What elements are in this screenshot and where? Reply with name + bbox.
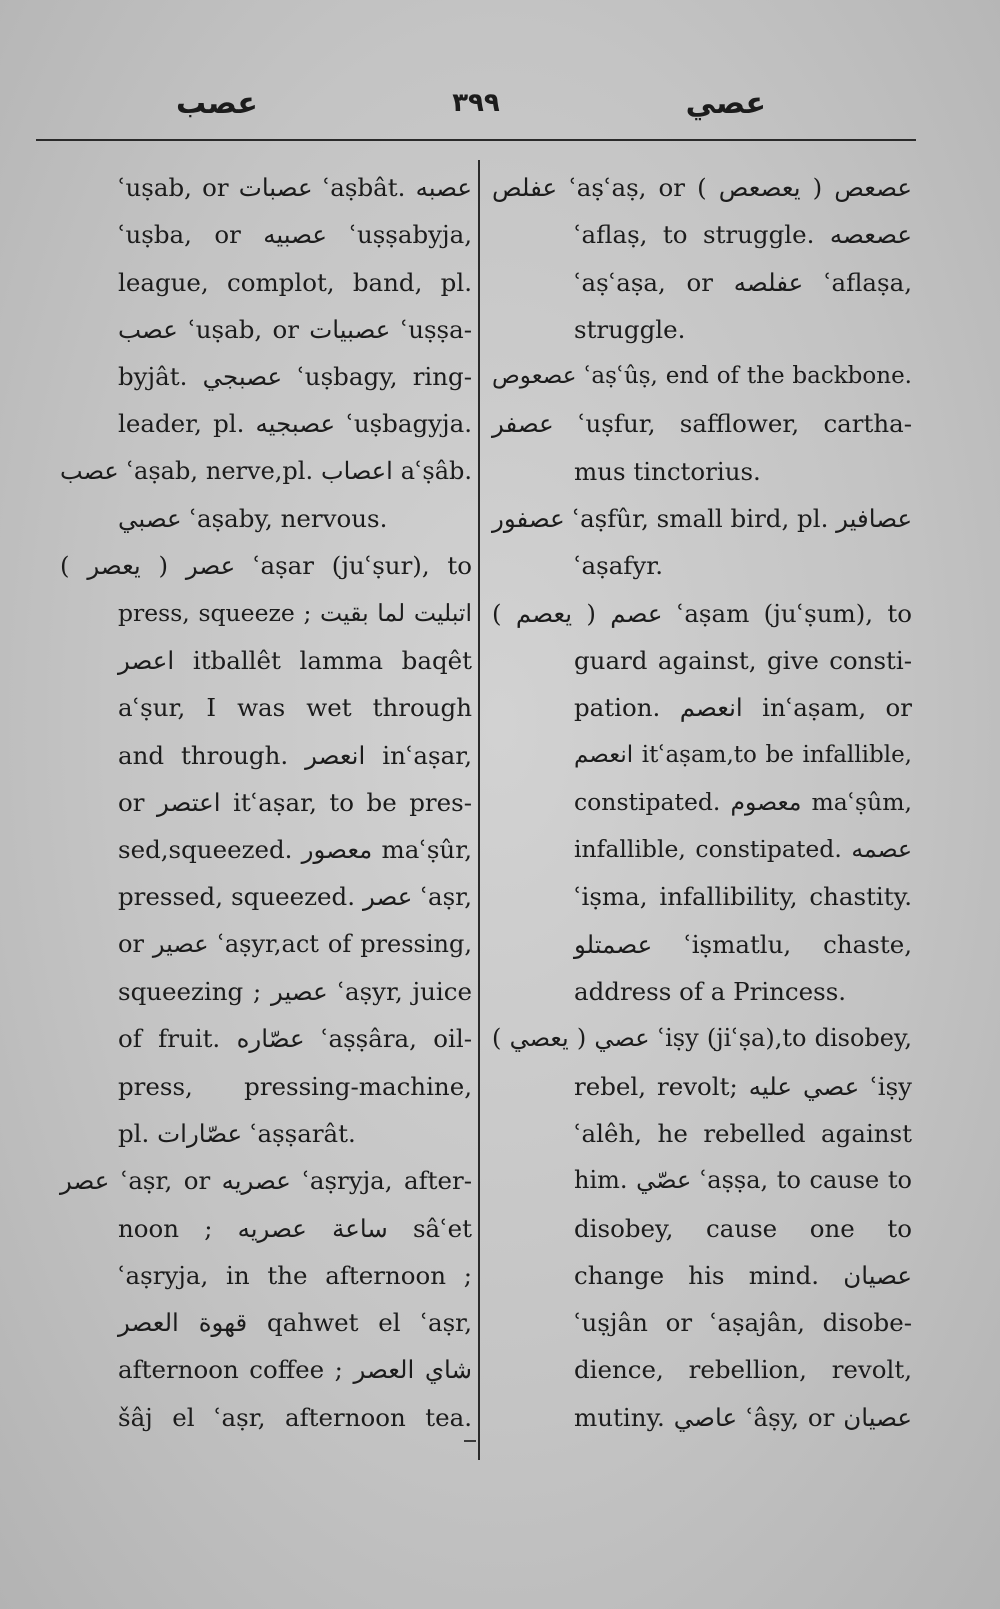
entry-line: عفلص ʿaṣʿaṣ, or ( يعصعص ) عصعص xyxy=(492,173,912,202)
left-column xyxy=(60,164,472,1441)
left-running-head: عصب xyxy=(176,86,258,121)
entry-line: struggle. xyxy=(574,314,686,344)
entry-line: change his mind. عصيان xyxy=(574,1260,912,1290)
entry-line: squeezing ; عصير ʿaṣyr, juice xyxy=(118,977,472,1007)
header-rule xyxy=(36,139,916,141)
entry-line: عصفر ʿuṣfur, safflower, cartha- xyxy=(492,409,912,439)
entry-line: constipated. معصوم maʿṣûm, xyxy=(574,787,912,816)
page-header xyxy=(36,86,916,126)
entry-line: rebel, revolt; عصي عليه ʿiṣy xyxy=(574,1071,912,1101)
entry-line: pl. عصّارات ʿaṣṣarât. xyxy=(118,1118,356,1148)
right-running-head: عصي xyxy=(685,86,766,121)
entry-line: اعصر itballêt lamma baqêt xyxy=(118,645,472,675)
entry-line: ʿaṣafyr. xyxy=(574,551,664,581)
entry-line: عصبي ʿaṣaby, nervous. xyxy=(118,504,388,534)
entry-line: ʿuṣba, or عصبيه ʿuṣṣabyja, xyxy=(118,220,472,250)
entry-line: ʿaṣryja, in the afternoon ; xyxy=(118,1260,472,1290)
entry-line: or اعتصر itʿaṣar, to be pres- xyxy=(118,787,472,817)
entry-line: press, squeeze ; اتبليت لما بقيت xyxy=(118,598,472,627)
entry-line: mutiny. عاصي ʿâṣy, or عصيان xyxy=(574,1402,913,1432)
entry-line: عصم ( يعصم ) ʿaṣam (juʿṣum), to xyxy=(492,598,912,628)
entry-line: address of a Princess. xyxy=(574,977,847,1007)
entry-line: عصر ( يعصر ) ʿaṣar (juʿṣur), to xyxy=(60,551,472,581)
entry-line: ʿiṣma, infallibility, chastity. xyxy=(574,882,912,912)
entry-line: ʿalêh, he rebelled against xyxy=(574,1118,912,1148)
entry-line: leader, pl. عصبجيه ʿuṣbagyja. xyxy=(118,409,472,439)
entry-line: انعصم itʿaṣam,to be infallible, xyxy=(574,741,912,768)
entry-line: عصمتلو ʿiṣmatlu, chaste, xyxy=(574,929,912,959)
entry-line: عصفور ʿaṣfûr, small bird, pl. عصافير xyxy=(492,504,913,534)
entry-line: ʿuṣab, or عصبات ʿaṣbât. عصبه xyxy=(118,173,472,202)
entry-line: pation. انعصم inʿaṣam, or xyxy=(574,693,913,723)
entry-line: aʿṣur, I was wet through xyxy=(118,693,472,723)
entry-line: dience, rebellion, revolt, xyxy=(574,1355,912,1385)
entry-line: league, complot, band, pl. xyxy=(118,267,472,297)
entry-line: عصي ( يعصي ) ʿiṣy (jiʿṣa),to disobey, xyxy=(492,1024,912,1053)
entry-line: عصب ʿaṣab, nerve,pl. اعصاب aʿṣâb. xyxy=(60,456,472,485)
page-number: ٣٩٩ xyxy=(452,88,500,118)
entry-line: ʿaflaṣ, to struggle. عصعصه xyxy=(574,220,912,250)
entry-line: ʿaṣʿaṣa, or عفلصه ʿaflaṣa, xyxy=(574,267,913,297)
entry-line: byjât. عصبجي ʿuṣbagy, ring- xyxy=(118,362,473,392)
entry-line: عصعوص ʿaṣʿûṣ, end of the backbone. xyxy=(492,363,912,390)
entry-line: sed,squeezed. معصور maʿṣûr, xyxy=(118,835,472,865)
entry-line: šâj el ʿaṣr, afternoon tea. xyxy=(118,1402,472,1432)
entry-line: and through. انعصر inʿaṣar, xyxy=(118,740,472,770)
entry-line: infallible, constipated. عصمه xyxy=(574,835,912,864)
entry-line: pressed, squeezed. عصر ʿaṣr, xyxy=(118,882,472,912)
entry-line: mus tinctorius. xyxy=(574,456,761,486)
column-divider xyxy=(478,160,480,1460)
entry-line: قهوة العصر qahwet el ʿaṣr, xyxy=(118,1308,472,1338)
entry-line: him. عصّي ʿaṣṣa, to cause to xyxy=(574,1166,912,1195)
entry-line: disobey, cause one to xyxy=(574,1213,912,1243)
right-column xyxy=(492,164,912,1441)
entry-line: عصب ʿuṣab, or عصبيات ʿuṣṣa- xyxy=(118,314,473,344)
entry-line: noon ; ساعة عصريه sâʿet xyxy=(118,1213,473,1243)
entry-line: press, pressing-machine, xyxy=(118,1071,472,1101)
entry-line: ʿuṣjân or ʿaṣajân, disobe- xyxy=(574,1308,912,1338)
entry-line: عصر ʿaṣr, or عصريه ʿaṣryja, after- xyxy=(60,1166,472,1196)
entry-line: afternoon coffee ; شاي العصر xyxy=(118,1355,472,1385)
column-end-mark xyxy=(464,1440,476,1442)
entry-line: guard against, give consti- xyxy=(574,645,912,675)
entry-line: of fruit. عصّاره ʿaṣṣâra, oil- xyxy=(118,1024,472,1054)
entry-line: or عصير ʿaṣyr,act of pressing, xyxy=(118,929,472,958)
